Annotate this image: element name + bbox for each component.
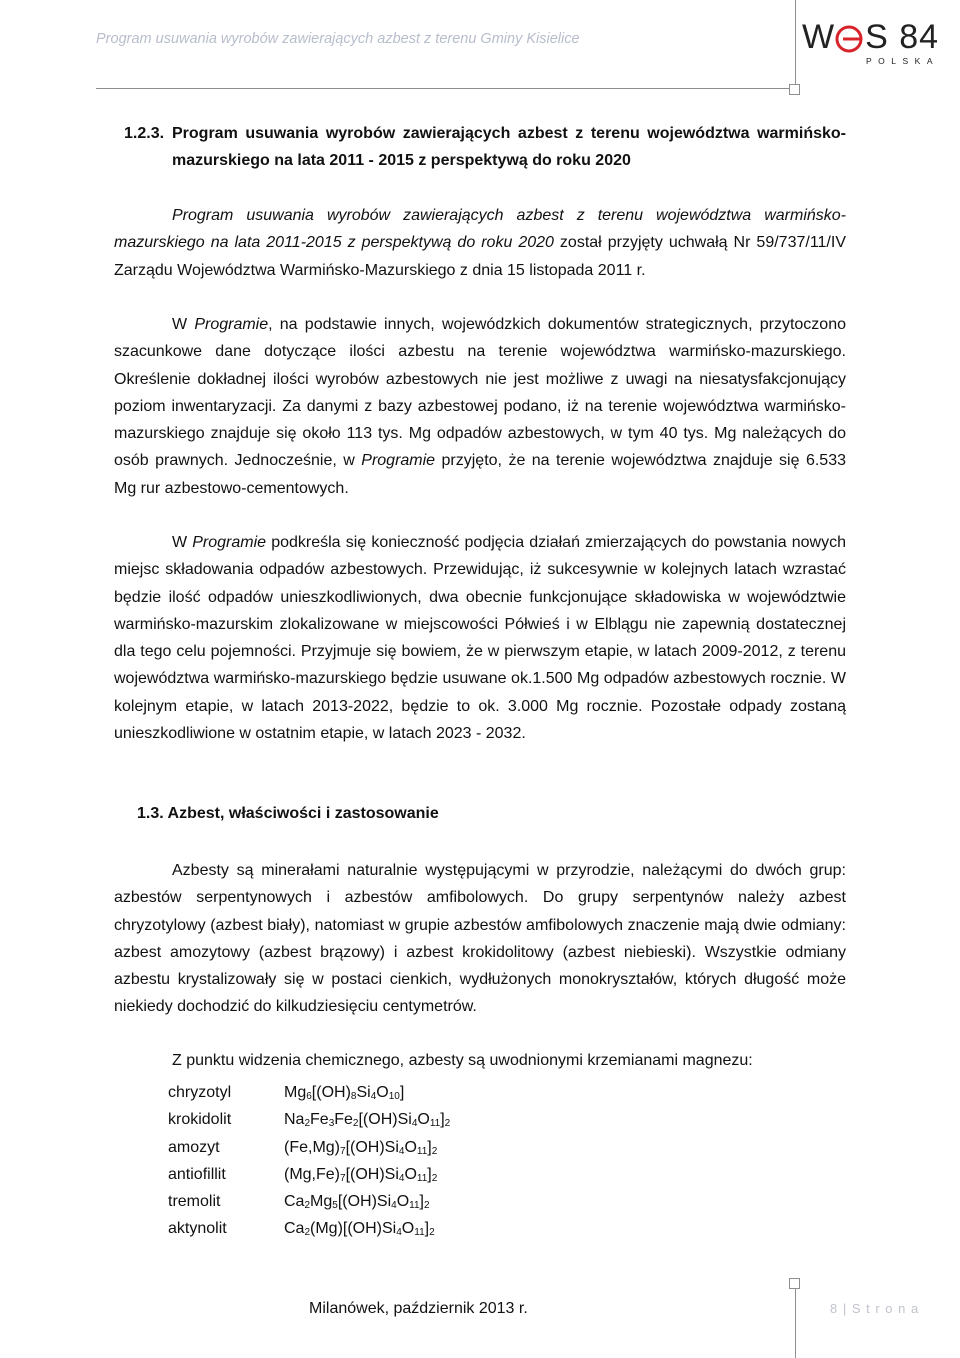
paragraph-text: W [172, 316, 195, 333]
program-name-italic: Program usuwania wyrobów zawierających azbest z terenu województwa warmińsko-mazurskiego na lata 2011-2015 z perspektywą do roku 2020 [114, 207, 846, 252]
section-number: 1.2.3. [124, 125, 165, 142]
formula-subscript: 6 [306, 1091, 312, 1102]
formula-part: Fe [310, 1111, 329, 1129]
formula-part: ] [419, 1193, 424, 1211]
formula-part: [(OH) [311, 1084, 351, 1101]
formula-part: O [417, 1111, 430, 1129]
formula-part: [(OH)Si [358, 1111, 412, 1129]
formula-part: O [396, 1193, 410, 1211]
formula-subscript: 4 [398, 1172, 405, 1184]
formula-subscript: 2 [352, 1118, 359, 1130]
formula-part: O [376, 1084, 389, 1101]
paragraph-text: został przyjęty uchwałą Nr 59/737/11/IV Zarządu Województwa Warmińsko-Mazurskiego z dnia 15 listopada 2011 r. [114, 234, 846, 279]
formula-subscript: 8 [350, 1091, 357, 1102]
mineral-name: tremolit [168, 1193, 221, 1211]
header-title: Program usuwania wyrobów zawierających azbest z terenu Gminy Kisielice [96, 31, 580, 47]
footer-place-date: Milanówek, październik 2013 r. [309, 1300, 528, 1317]
section-heading-1-2-3 [114, 120, 846, 175]
formula-part: ] [399, 1084, 405, 1101]
paragraph-text: przyjęto, że na terenie województwa znajduje się 6.533 Mg rur azbestowo-cementowych. [114, 452, 846, 497]
formula-part: (Fe,Mg) [284, 1138, 340, 1156]
formula-subscript: 7 [340, 1172, 346, 1184]
formula-subscript: 11 [414, 1227, 425, 1239]
paragraph-asbestos-types: Azbesty są minerałami naturalnie występującymi w przyrodzie, należącymi do dwóch grup: azbestów serpentynowych i azbestów amfibolowych. Do grupy serpentynów należy azbest chryzotylowy (azbest biały), natomiast w grupie azbestów amfibolowych znaczenie mają dwie odmiany: azbest amozytowy (azbest brązowy) i azbest krokidolitowy (azbest niebieski). Wszystkie odmiany azbestu krystalizowały się w postaci cienkich, wydłużonych monokryształów, których długość może niekiedy dochodzić do kilkudziesięciu centymetrów. [114, 862, 846, 1016]
formula-subscript: 11 [416, 1145, 428, 1157]
formula-part: Mg [310, 1193, 333, 1211]
formula-part: O [404, 1138, 417, 1156]
formula-part: O [404, 1165, 417, 1183]
section-title: Program usuwania wyrobów zawierających azbest z terenu województwa warmińsko-mazurskiego na lata 2011 - 2015 z perspektywą do roku 2020 [172, 125, 846, 170]
formula-part: ] [427, 1165, 432, 1183]
formula-subscript: 11 [409, 1200, 420, 1212]
paragraph-landfill-plan [114, 529, 846, 747]
formula-part: Si [356, 1084, 371, 1101]
header-corner-box [789, 84, 800, 95]
formula-part: Fe [334, 1111, 353, 1129]
section-heading-1-3: 1.3. Azbest, właściwości i zastosowanie [137, 805, 439, 822]
formula-subscript: 2 [429, 1227, 435, 1239]
page-number: 8 | S t r o n a [830, 1301, 920, 1316]
formula-part: [(OH)Si [345, 1138, 399, 1156]
program-italic: Programie [194, 316, 269, 333]
formula-part: ] [427, 1138, 432, 1156]
formula-part: (Mg,Fe) [284, 1165, 340, 1183]
formula-subscript: 4 [398, 1145, 405, 1157]
company-logo [800, 20, 940, 68]
formula-subscript: 4 [396, 1227, 402, 1239]
mineral-formula [284, 1215, 435, 1246]
formula-subscript: 4 [370, 1091, 377, 1102]
formula-part: O [401, 1220, 415, 1238]
formula-part: Mg [284, 1084, 307, 1101]
formula-subscript: 2 [304, 1227, 311, 1239]
formula-part: Ca [284, 1220, 305, 1238]
header-rule [96, 88, 795, 89]
program-italic: Programie [192, 534, 267, 551]
formula-part: [(OH)Si [345, 1165, 399, 1183]
formula-subscript: 7 [340, 1145, 346, 1157]
formula-part: Ca [284, 1193, 305, 1211]
formula-subscript: 2 [444, 1118, 451, 1130]
formula-subscript: 2 [304, 1118, 311, 1130]
formula-part: (Mg)[(OH)Si [310, 1220, 397, 1238]
mineral-name: amozyt [168, 1138, 220, 1156]
footer-vertical-rule [795, 1283, 796, 1358]
formula-subscript: 11 [416, 1172, 428, 1184]
formula-subscript: 4 [391, 1200, 397, 1212]
program-italic: Programie [361, 452, 436, 470]
formula-subscript: 2 [431, 1145, 438, 1157]
paragraph-asbestos-estimates [114, 311, 846, 502]
chemistry-intro: Z punktu widzenia chemicznego, azbesty są uwodnionymi krzemianami magnezu: [172, 1052, 753, 1069]
formula-subscript: 2 [431, 1172, 438, 1184]
formula-subscript: 2 [424, 1200, 430, 1212]
formula-subscript: 11 [429, 1118, 441, 1130]
paragraph-text: , na podstawie innych, wojewódzkich dokumentów strategicznych, przytoczono szacunkowe dane dotyczące ilości azbestu na terenie województwa warmińsko-mazurskiego. Określenie dokładnej ilości wyrobów azbestowych nie jest możliwe z uwagi na niesatysfakcjonujący poziom inwentaryzacji. Za danymi z bazy azbestowej podano, iż na terenie województwa warmińsko-mazurskiego znajduje się około 113 tys. Mg odpadów azbestowych, w tym 40 tys. Mg należących do osób prawnych. Jednocześnie, w [114, 316, 846, 470]
formula-subscript: 4 [411, 1118, 418, 1130]
formula-subscript: 2 [304, 1200, 311, 1212]
paragraph-text: W [172, 534, 193, 551]
paragraph-text: podkreśla się konieczność podjęcia działań zmierzających do powstania nowych miejsc składowania odpadów azbestowych. Przewidując, iż sukcesywnie w kolejnych latach wzrastać będzie ilość odpadów unieszkodliwionych, dwa obecnie funkcjonujące składowiska w województwie warmińsko-mazurskim zlokalizowane w miejscowości Półwieś i w Elblągu nie zapewnią dostatecznej dla tego celu pojemności. Przyjmuje się bowiem, że w pierwszym etapie, w latach 2009-2012, z terenu województwa warmińsko-mazurskiego będzie usuwane ok.1.500 Mg odpadów azbestowych rocznie. W kolejnym etapie, w latach 2013-2022, będzie to ok. 3.000 Mg rocznie. Pozostałe odpady zostaną unieszkodliwione w ostatnim etapie, w latach 2023 - 2032. [114, 534, 847, 743]
mineral-name: antiofillit [168, 1165, 226, 1183]
formula-subscript: 5 [332, 1200, 338, 1212]
formula-subscript: 3 [328, 1118, 335, 1130]
mineral-name: krokidolit [168, 1111, 232, 1129]
formula-part: [(OH)Si [337, 1193, 392, 1211]
formula-part: ] [440, 1111, 445, 1129]
mineral-name: aktynolit [168, 1220, 227, 1238]
paragraph-program-adoption [114, 202, 846, 284]
logo-subtitle: POLSKA [866, 56, 940, 66]
logo-wordmark: W S 84 [802, 18, 940, 56]
formula-part: ] [424, 1220, 430, 1238]
mineral-name: chryzotyl [168, 1084, 232, 1101]
formula-part: Na [284, 1111, 305, 1129]
formula-subscript: 10 [388, 1091, 400, 1102]
header-vertical-rule [795, 0, 796, 88]
footer-corner-box [789, 1278, 800, 1289]
